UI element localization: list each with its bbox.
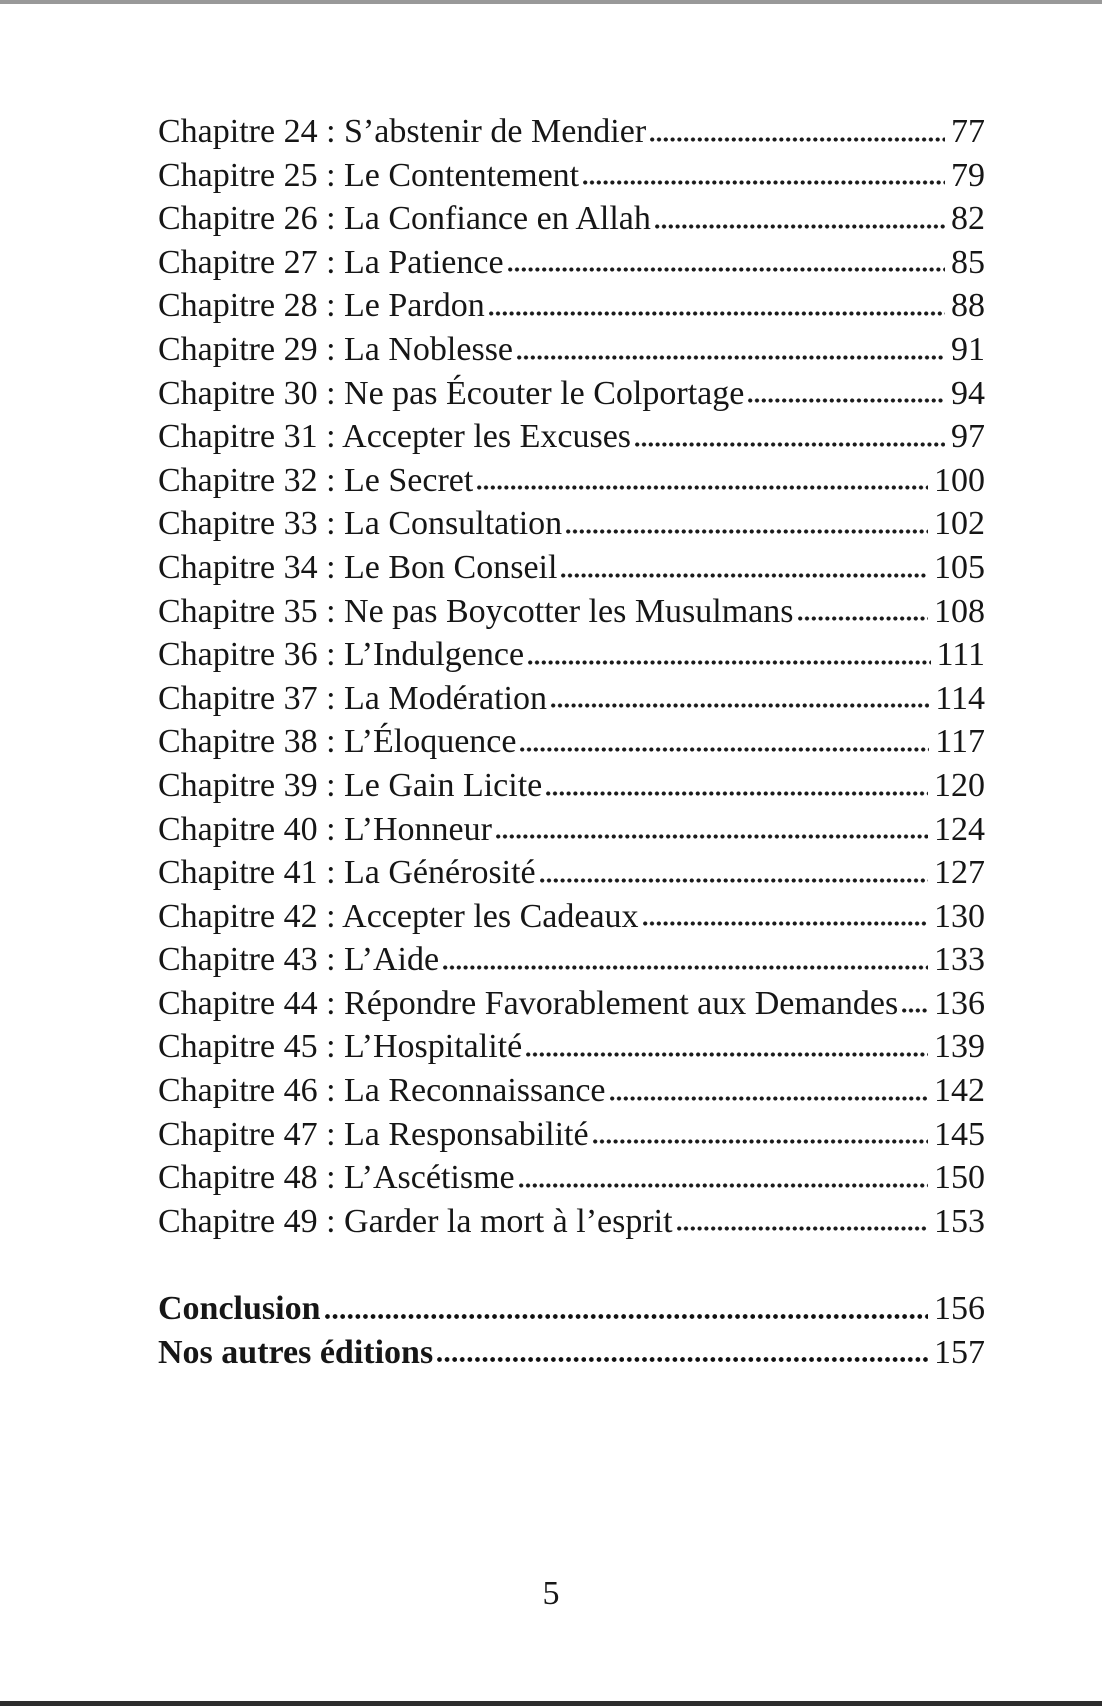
chapter-entries-list	[158, 110, 985, 1243]
dot-leader	[517, 355, 945, 360]
toc-entry-page: 124	[934, 810, 985, 848]
dot-leader	[437, 1357, 928, 1362]
toc-entry	[158, 415, 985, 459]
page-number: 5	[542, 1575, 560, 1612]
toc-entry-label: Chapitre 47 : La Responsabilité	[158, 1115, 589, 1153]
toc-entry-page: 136	[934, 984, 985, 1022]
toc-entry-label: Chapitre 29 : La Noblesse	[158, 330, 514, 368]
toc-entry	[158, 895, 985, 939]
dot-leader	[566, 529, 928, 534]
toc-entry-page: 156	[934, 1290, 985, 1328]
toc-entry-page: 139	[934, 1028, 985, 1066]
toc-entry-page: 91	[951, 330, 985, 368]
bottom-edge-bar	[0, 1701, 1102, 1706]
toc-entry	[158, 851, 985, 895]
toc-entry-page: 120	[934, 766, 985, 804]
toc-entry-label: Chapitre 28 : Le Pardon	[158, 287, 485, 325]
dot-leader	[650, 137, 945, 142]
dot-leader	[655, 224, 945, 229]
toc-entry-label: Chapitre 44 : Répondre Favorablement aux Demandes	[158, 984, 899, 1022]
toc-entry	[158, 1200, 985, 1244]
dot-leader	[443, 965, 928, 970]
toc-entry-label: Chapitre 34 : Le Bon Conseil	[158, 548, 558, 586]
dot-leader	[748, 398, 945, 403]
toc-entry-label: Chapitre 36 : L’Indulgence	[158, 636, 525, 674]
toc-entry-label: Chapitre 41 : La Générosité	[158, 854, 536, 892]
back-matter-entries-list	[158, 1287, 985, 1374]
toc-entry	[158, 1113, 985, 1157]
dot-leader	[489, 311, 945, 316]
toc-entry	[158, 808, 985, 852]
toc-entry-page: 127	[934, 854, 985, 892]
toc-entry	[158, 110, 985, 154]
dot-leader	[635, 442, 945, 447]
top-edge-bar	[0, 0, 1102, 4]
toc-entry-page: 94	[951, 374, 985, 412]
dot-leader	[677, 1226, 928, 1231]
dot-leader	[561, 573, 928, 578]
toc-entry-label: Chapitre 39 : Le Gain Licite	[158, 766, 543, 804]
toc-entry-label: Chapitre 40 : L’Honneur	[158, 810, 492, 848]
toc-entry-page: 85	[951, 243, 985, 281]
toc-entry-page: 79	[951, 156, 985, 194]
toc-entry-label: Chapitre 26 : La Confiance en Allah	[158, 200, 651, 238]
toc-entry-page: 100	[934, 461, 985, 499]
toc-entry-page: 117	[935, 723, 985, 761]
toc-entry-page: 153	[934, 1202, 985, 1240]
toc-entry	[158, 1025, 985, 1069]
toc-entry-label: Chapitre 49 : Garder la mort à l’esprit	[158, 1202, 673, 1240]
toc-entry-label: Chapitre 32 : Le Secret	[158, 461, 474, 499]
toc-entry-label: Chapitre 38 : L’Éloquence	[158, 723, 517, 761]
toc-entry	[158, 938, 985, 982]
toc-entry-page: 150	[934, 1159, 985, 1197]
toc-entry	[158, 1331, 985, 1375]
dot-leader	[508, 267, 945, 272]
toc-entry-label: Chapitre 30 : Ne pas Écouter le Colportage	[158, 374, 745, 412]
dot-leader	[526, 1052, 928, 1057]
toc-entry	[158, 633, 985, 677]
toc-entry-page: 108	[934, 592, 985, 630]
toc-entry-page: 105	[934, 548, 985, 586]
toc-entry	[158, 284, 985, 328]
toc-entry-label: Chapitre 42 : Accepter les Cadeaux	[158, 897, 639, 935]
toc-entry-label: Chapitre 35 : Ne pas Boycotter les Musulmans	[158, 592, 794, 630]
toc-entry	[158, 372, 985, 416]
toc-entry-label: Chapitre 37 : La Modération	[158, 679, 548, 717]
toc-entry-label: Chapitre 48 : L’Ascétisme	[158, 1159, 515, 1197]
dot-leader	[540, 878, 928, 883]
toc-entry	[158, 328, 985, 372]
toc-entry	[158, 546, 985, 590]
dot-leader	[496, 834, 928, 839]
toc-entry-page: 133	[934, 941, 985, 979]
toc-entry	[158, 1287, 985, 1331]
toc-entry-page: 111	[936, 636, 985, 674]
toc-entry	[158, 982, 985, 1026]
dot-leader	[902, 1008, 928, 1013]
toc-entry-label: Chapitre 27 : La Patience	[158, 243, 504, 281]
toc-entry-label: Chapitre 31 : Accepter les Excuses	[158, 418, 632, 456]
toc-entry-label: Nos autres éditions	[158, 1333, 434, 1371]
toc-entry	[158, 154, 985, 198]
dot-leader	[798, 616, 928, 621]
toc-entry-label: Chapitre 43 : L’Aide	[158, 941, 440, 979]
toc-entry	[158, 720, 985, 764]
toc-entry	[158, 677, 985, 721]
dot-leader	[583, 180, 945, 185]
toc-entry-page: 97	[951, 418, 985, 456]
table-of-contents	[158, 110, 985, 1374]
toc-entry	[158, 1069, 985, 1113]
toc-entry-label: Chapitre 46 : La Reconnaissance	[158, 1072, 606, 1110]
dot-leader	[551, 703, 929, 708]
toc-entry-page: 142	[934, 1072, 985, 1110]
toc-entry-page: 82	[951, 200, 985, 238]
toc-entry	[158, 197, 985, 241]
toc-entry-page: 145	[934, 1115, 985, 1153]
toc-entry-label: Chapitre 25 : Le Contentement	[158, 156, 580, 194]
toc-entry-page: 157	[934, 1333, 985, 1371]
dot-leader	[610, 1096, 928, 1101]
toc-entry	[158, 459, 985, 503]
dot-leader	[546, 791, 928, 796]
toc-entry-label: Chapitre 33 : La Consultation	[158, 505, 563, 543]
toc-entry	[158, 764, 985, 808]
toc-entry-page: 88	[951, 287, 985, 325]
toc-entry	[158, 241, 985, 285]
toc-entry	[158, 590, 985, 634]
dot-leader	[643, 921, 928, 926]
dot-leader	[477, 485, 928, 490]
toc-entry	[158, 1156, 985, 1200]
toc-entry-page: 130	[934, 897, 985, 935]
dot-leader	[520, 747, 929, 752]
dot-leader	[519, 1183, 928, 1188]
toc-entry-label: Chapitre 45 : L’Hospitalité	[158, 1028, 523, 1066]
toc-section-gap	[158, 1243, 985, 1287]
toc-entry-page: 102	[934, 505, 985, 543]
dot-leader	[325, 1314, 929, 1319]
toc-entry-label: Conclusion	[158, 1290, 321, 1328]
toc-entry-page: 77	[951, 113, 985, 150]
toc-entry-label: Chapitre 24 : S’abstenir de Mendier	[158, 113, 647, 150]
toc-entry-page: 114	[935, 679, 985, 717]
dot-leader	[593, 1139, 928, 1144]
dot-leader	[528, 660, 930, 665]
toc-entry	[158, 502, 985, 546]
